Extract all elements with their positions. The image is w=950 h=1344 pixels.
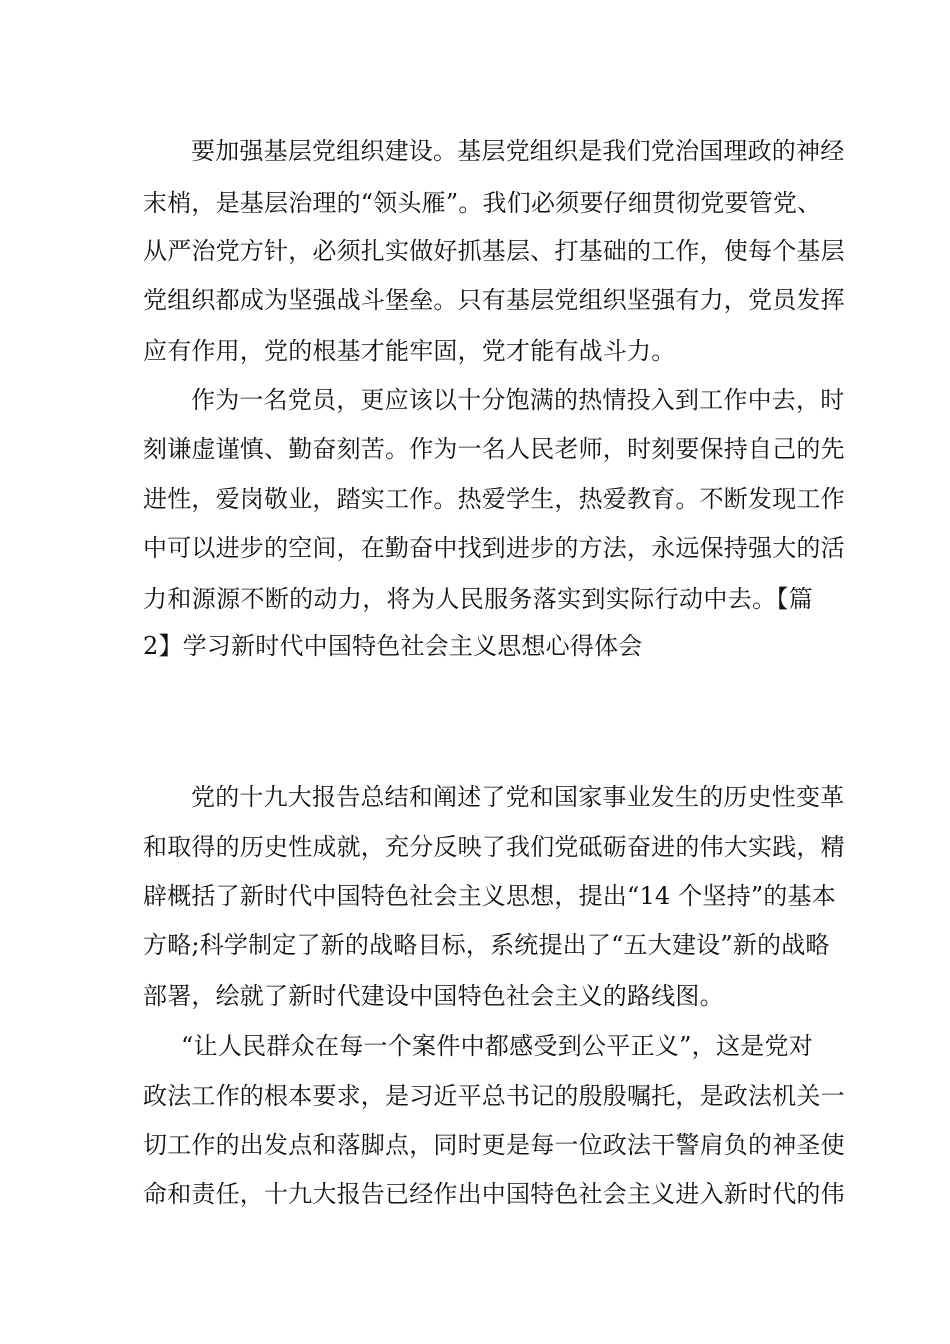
- paragraph-1-line-4: 党组织都成为坚强战斗堡垒。只有基层党组织坚强有力，党员发挥: [143, 286, 845, 314]
- paragraph-4-line-2: 政法工作的根本要求，是习近平总书记的殷殷嘱托，是政法机关一: [143, 1082, 845, 1110]
- paragraph-3-line-3: 辟概括了新时代中国特色社会主义思想，提出“14 个坚持”的基本: [143, 882, 836, 910]
- paragraph-2-line-3: 进性，爱岗敬业，踏实工作。热爱学生，热爱教育。不断发现工作: [143, 485, 845, 513]
- paragraph-4-line-4: 命和责任，十九大报告已经作出中国特色社会主义进入新时代的伟: [143, 1180, 845, 1208]
- paragraph-4-line-3: 切工作的出发点和落脚点，同时更是每一位政法干警肩负的神圣使: [143, 1131, 845, 1159]
- paragraph-2-line-2: 刻谦虚谨慎、勤奋刻苦。作为一名人民老师，时刻要保持自己的先: [143, 435, 845, 463]
- paragraph-3-line-1: 党的十九大报告总结和阐述了党和国家事业发生的历史性变革: [191, 783, 845, 811]
- paragraph-1-line-2: 末梢，是基层治理的“领头雁”。我们必须要仔细贯彻党要管党、: [143, 189, 822, 217]
- paragraph-1-line-5: 应有作用，党的根基才能牢固，党才能有战斗力。: [143, 337, 676, 365]
- paragraph-2-line-4: 中可以进步的空间，在勤奋中找到进步的方法，永远保持强大的活: [143, 534, 845, 562]
- paragraph-4-line-1: “让人民群众在每一个案件中都感受到公平正义”，这是党对: [181, 1032, 813, 1060]
- section-heading: 2】学习新时代中国特色社会主义思想心得体会: [143, 632, 643, 660]
- paragraph-3-line-2: 和取得的历史性成就，充分反映了我们党砥砺奋进的伟大实践，精: [143, 833, 845, 861]
- paragraph-2-line-5: 力和源源不断的动力，将为人民服务落实到实际行动中去。【篇: [143, 585, 813, 613]
- paragraph-3-line-5: 部署，绘就了新时代建设中国特色社会主义的路线图。: [143, 982, 724, 1010]
- paragraph-3-line-4: 方略;科学制定了新的战略目标，系统提出了“五大建设”新的战略: [143, 931, 830, 959]
- paragraph-1-line-1: 要加强基层党组织建设。基层党组织是我们党治国理政的神经: [191, 137, 845, 165]
- paragraph-1-line-3: 从严治党方针，必须扎实做好抓基层、打基础的工作，使每个基层: [143, 237, 845, 265]
- paragraph-2-line-1: 作为一名党员，更应该以十分饱满的热情投入到工作中去，时: [191, 386, 845, 414]
